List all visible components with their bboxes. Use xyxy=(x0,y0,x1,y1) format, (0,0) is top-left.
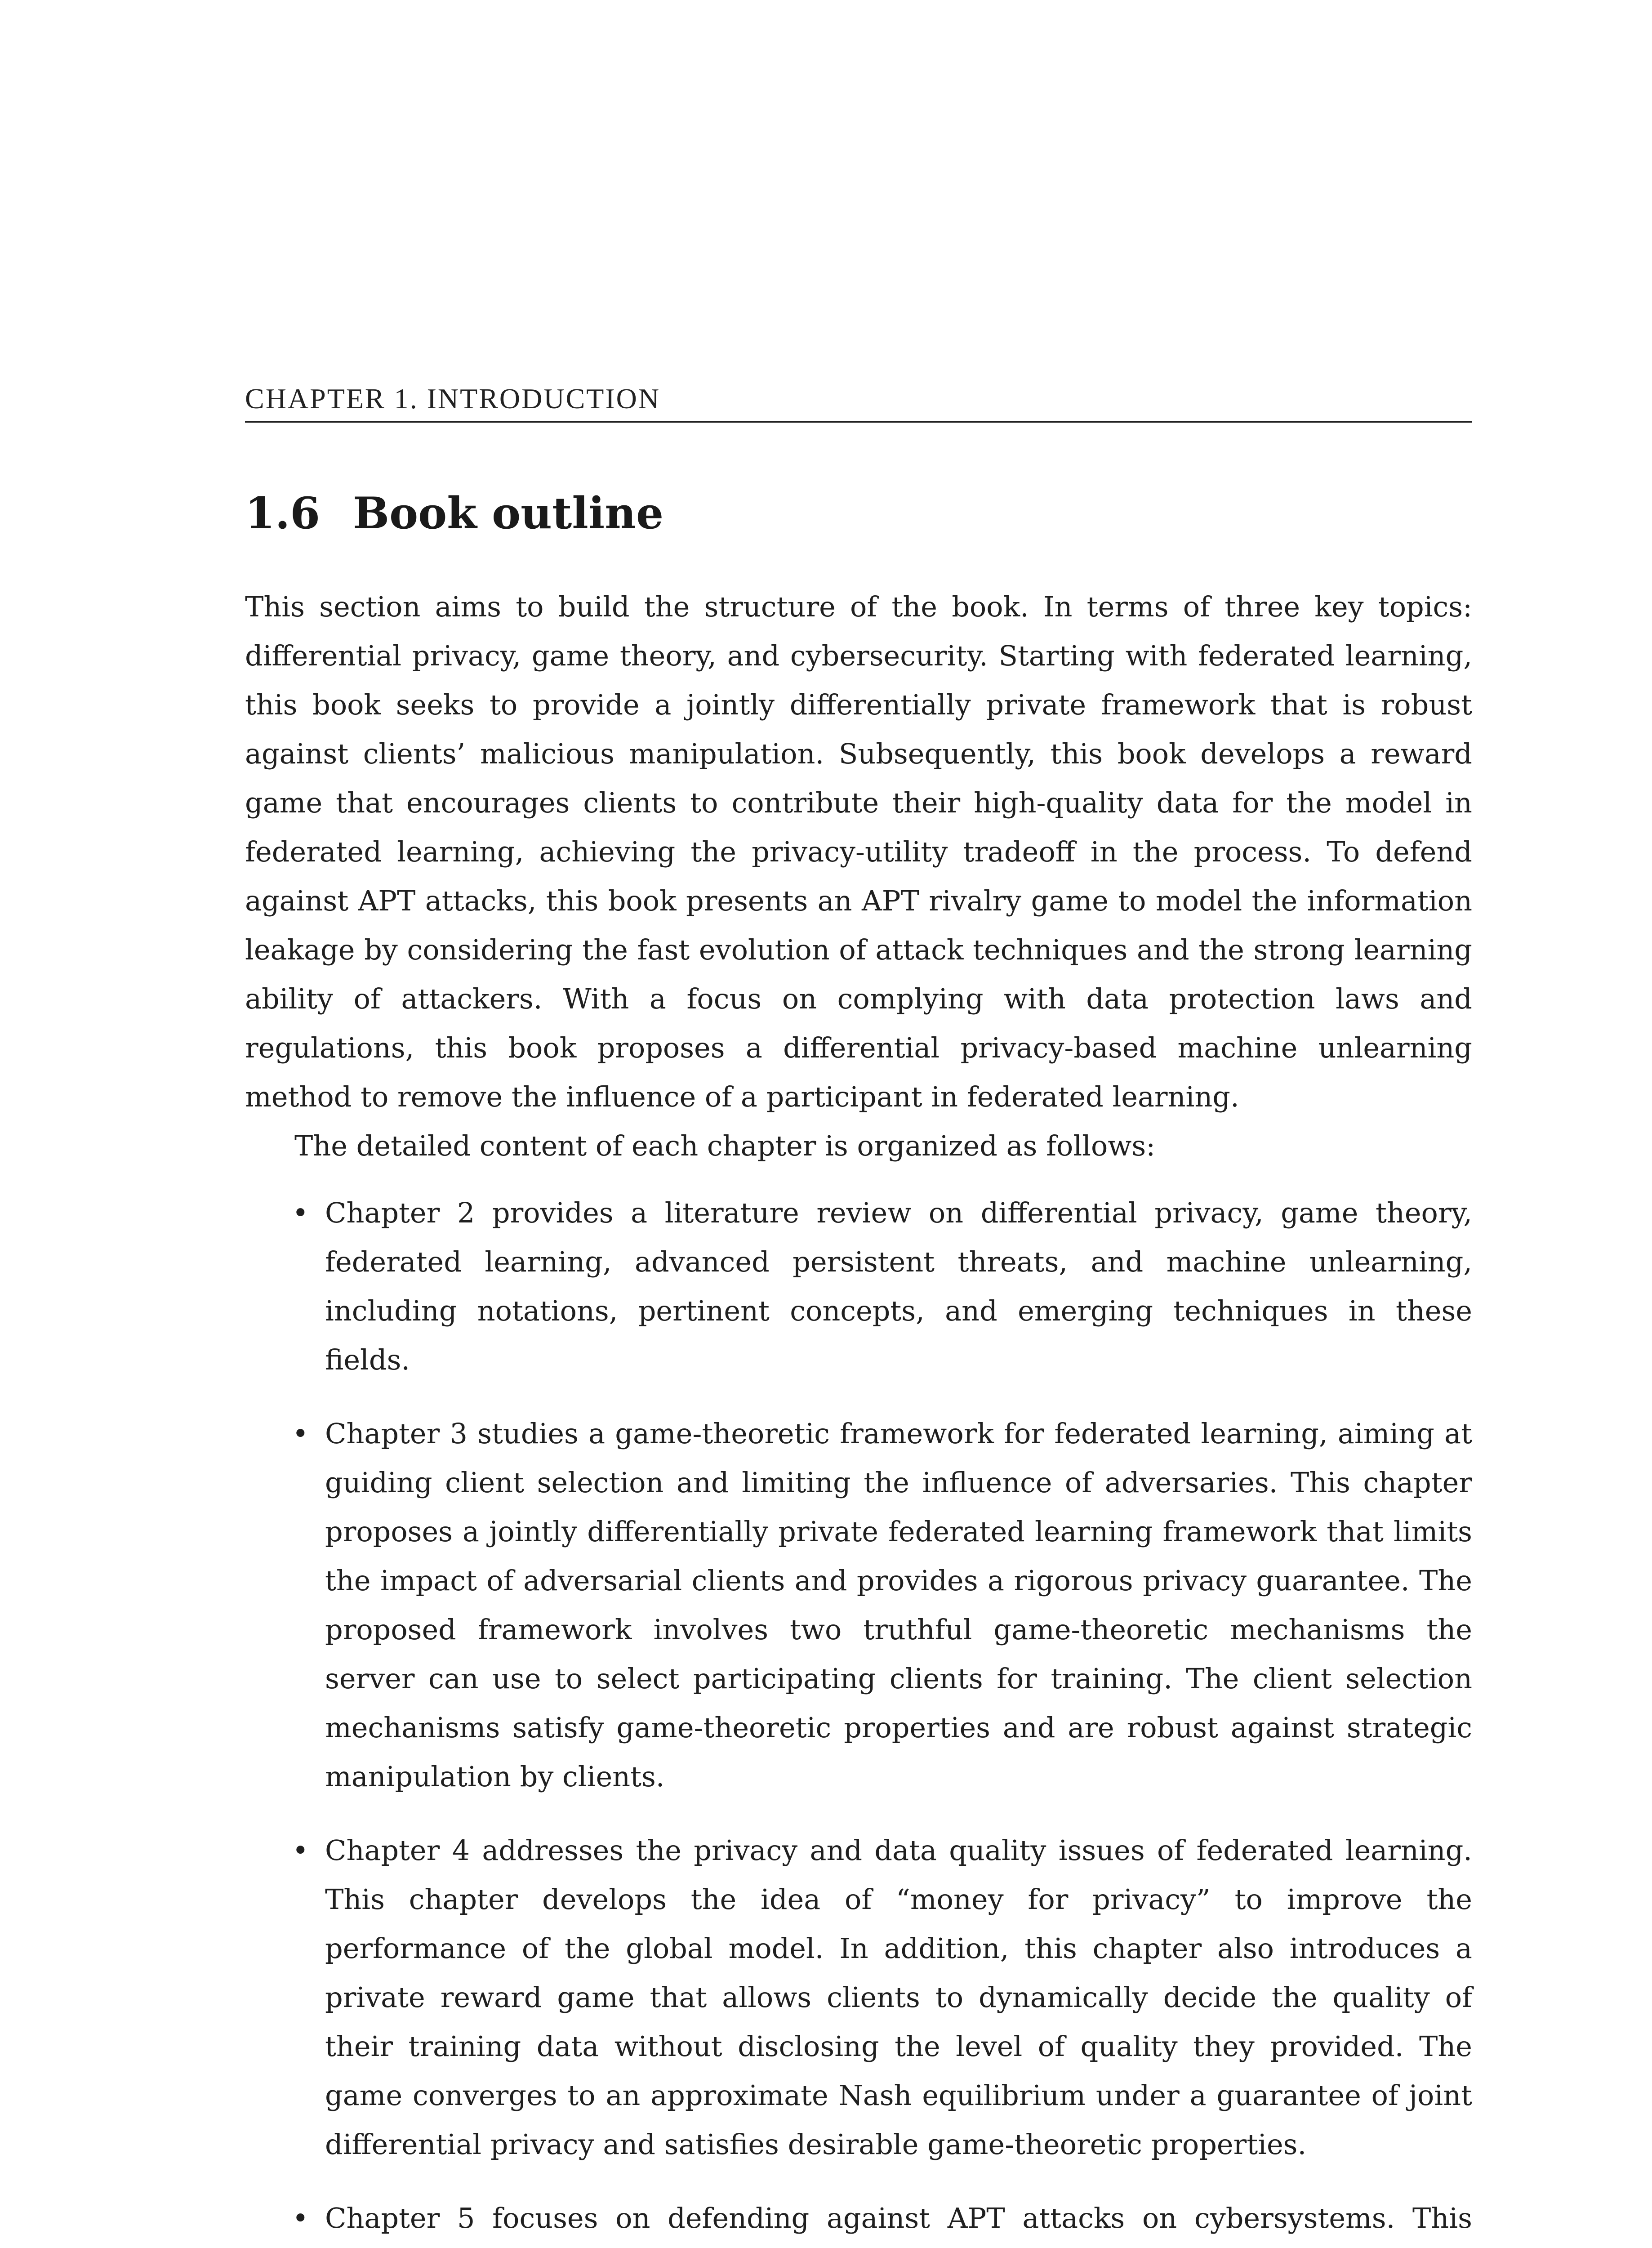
chapter-outline-list xyxy=(245,1188,1472,2248)
bullet-icon: • xyxy=(292,2202,309,2235)
section-number: 1.6 xyxy=(245,488,321,539)
body-text xyxy=(245,582,1472,2248)
list-item-text: Chapter 4 addresses the privacy and data quality issues of federated learning. This chapter develops the idea of “money for privacy” to improve the performance of the global model. In addition, this chapter also introduces a private reward game that allows clients to dynamically decide the quality of their training data without disclosing the level of quality they provided. The game converges to an approximate Nash equilibrium under a guarantee of joint differential privacy and satisfies desirable game-theoretic properties. xyxy=(325,1834,1472,2161)
bullet-icon: • xyxy=(292,1834,309,1867)
list-item xyxy=(245,1188,1472,1384)
list-item-text: Chapter 2 provides a literature review on differential privacy, game theory, federated learning, advanced persistent threats, and machine unlearning, including notations, pertinent concepts, and emerging techniques in these fields. xyxy=(325,1196,1472,1376)
running-head-text: CHAPTER 1. INTRODUCTION xyxy=(245,383,661,415)
section-heading xyxy=(245,488,1472,555)
list-item xyxy=(245,1409,1472,1801)
list-item xyxy=(245,1826,1472,2169)
bullet-icon: • xyxy=(292,1417,309,1450)
list-item-text: Chapter 3 studies a game-theoretic framework for federated learning, aiming at guiding client selection and limiting the influence of adversaries. This chapter proposes a jointly differentially private federated learning framework that limits the impact of adversarial clients and provides a rigorous privacy guarantee. The proposed framework involves two truthful game-theoretic mechanisms the server can use to select participating clients for training. The client selection mechanisms satisfy game-theoretic properties and are robust against strategic manipulation by clients. xyxy=(325,1417,1472,1793)
running-head xyxy=(245,380,1472,423)
list-item-text: Chapter 5 focuses on defending against APT attacks on cybersystems. This xyxy=(325,2202,1472,2235)
section-title: Book outline xyxy=(353,488,664,539)
list-item xyxy=(245,2194,1472,2248)
intro-paragraph: This section aims to build the structure of the book. In terms of three key topics: differential privacy, game theory, and cybersecurity. Starting with federated learning, this book seeks to provide a jointly differentially private framework that is robust against clients’ malicious manipulation. Subsequently, this book develops a reward game that encourages clients to contribute their high-quality data for the model in federated learning, achieving the privacy-utility tradeoff in the process. To defend against APT attacks, this book presents an APT rivalry game to model the information leakage by considering the fast evolution of attack techniques and the strong learning ability of attackers. With a focus on complying with data protection laws and regulations, this book proposes a differential privacy-based machine unlearning method to remove the influence of a participant in federated learning. xyxy=(245,590,1472,1113)
bullet-icon: • xyxy=(292,1196,309,1229)
outline-lead-paragraph: The detailed content of each chapter is organized as follows: xyxy=(294,1129,1156,1162)
